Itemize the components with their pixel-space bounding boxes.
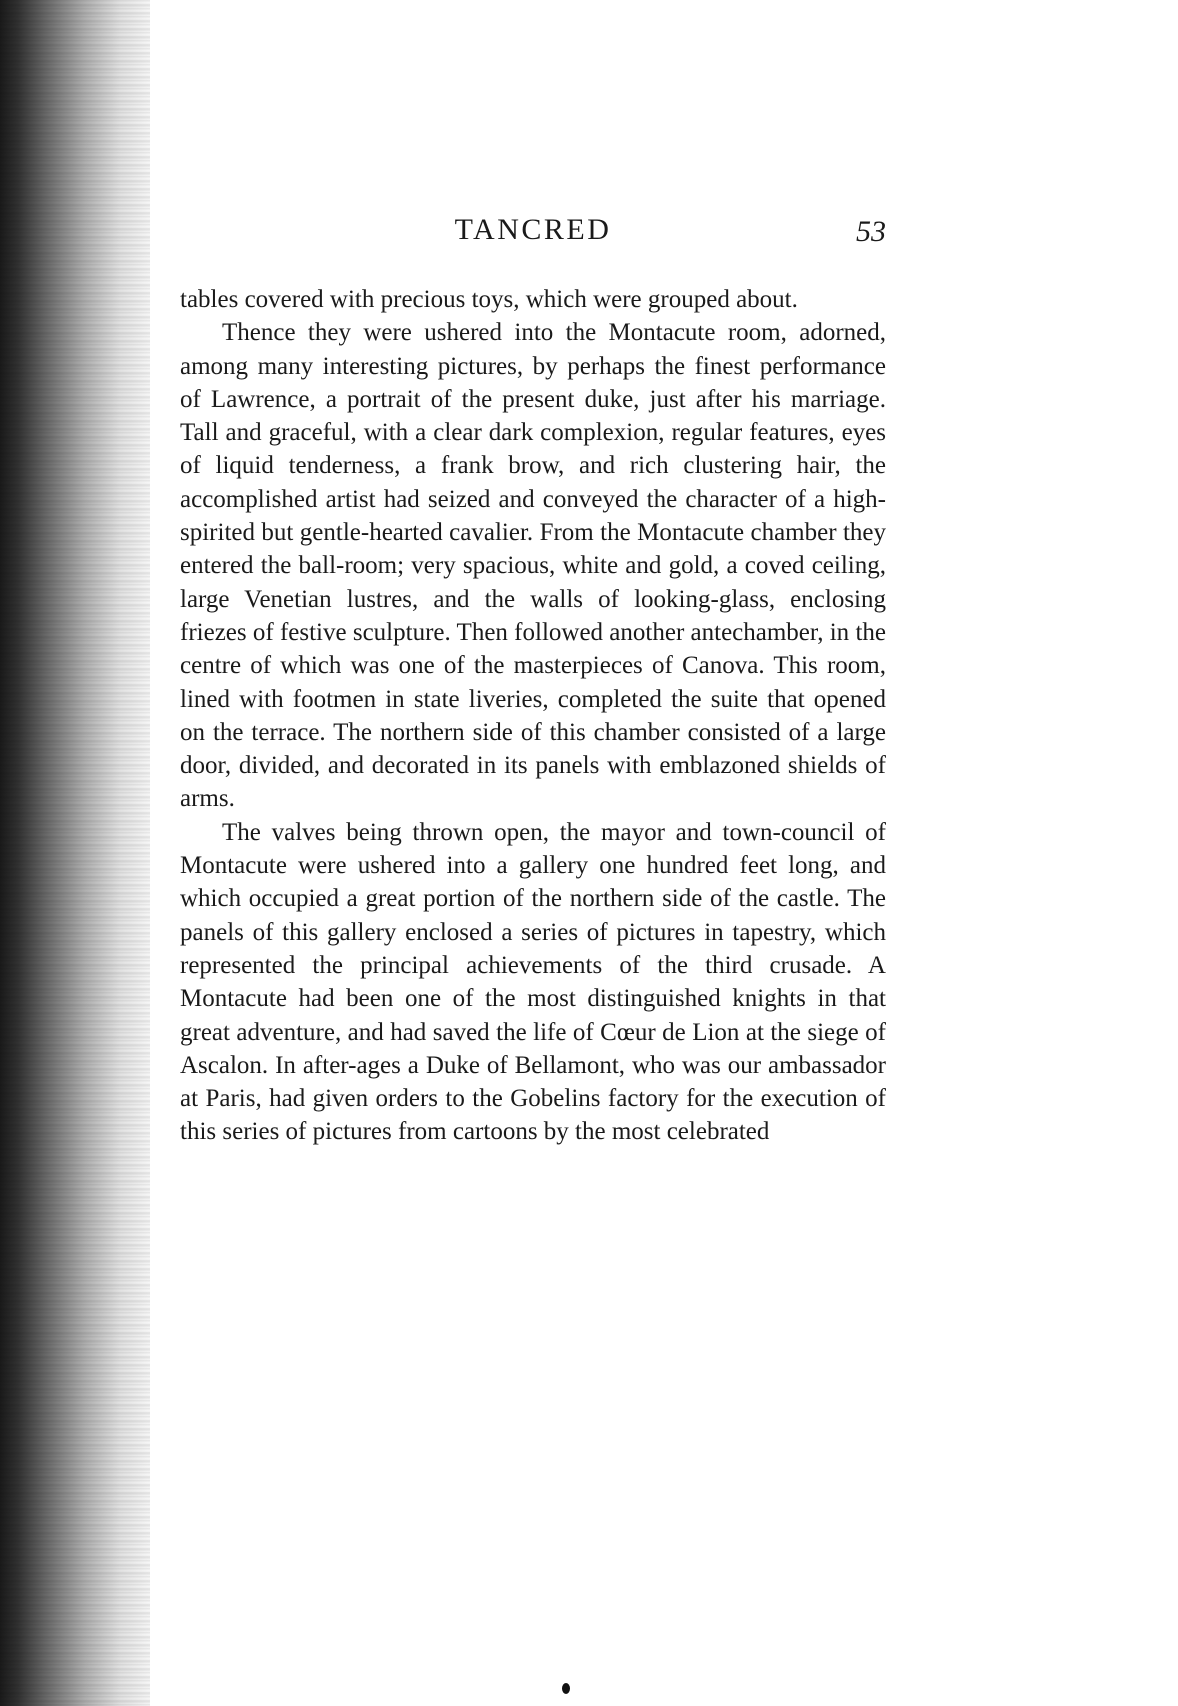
paragraph: The valves being thrown open, the mayor and town-council of Montacute were ushered into a gallery one hundred feet long, and which occupied a great portion of the northern side of the castle. The panels of this gallery enclosed a series of pictures in tapestry, which represented the principal achievements of the third crusade. A Montacute had been one of the most distinguished knights in that great adventure, and had saved the life of Cœur de Lion at the siege of Ascalon. In after-ages a Duke of Bellamont, who was our ambassador at Paris, had given orders to the Gobelins factory for the execution of this series of pictures from cartoons by the most celebrated xyxy=(180,818,886,1146)
page-header xyxy=(180,213,886,257)
paragraph: Thence they were ushered into the Montacute room, adorned, among many interesting pictures, by perhaps the finest performance of Lawrence, a portrait of the present duke, just after his marriage. Tall and graceful, with a clear dark complexion, regular features, eyes of liquid tenderness, a frank brow, and rich clustering hair, the accomplished artist had seized and conveyed the character of a high-spirited but gentle-hearted cavalier. From the Montacute chamber they entered the ball-room; very spacious, white and gold, a coved ceiling, large Venetian lustres, and the walls of looking-glass, enclosing friezes of festive sculpture. Then followed another antechamber, in the centre of which was one of the masterpieces of Canova. This room, lined with footmen in state liveries, completed the suite that opened on the terrace. The northern side of this chamber consisted of a large door, divided, and decorated in its panels with emblazoned shields of arms. xyxy=(180,319,886,813)
running-head: TANCRED xyxy=(454,213,612,246)
ink-speck xyxy=(562,1683,570,1694)
page-number: 53 xyxy=(856,215,886,248)
book-binding-shadow xyxy=(0,0,150,1706)
body-text xyxy=(180,283,886,1149)
paragraph: tables covered with precious toys, which were grouped about. xyxy=(180,286,798,313)
